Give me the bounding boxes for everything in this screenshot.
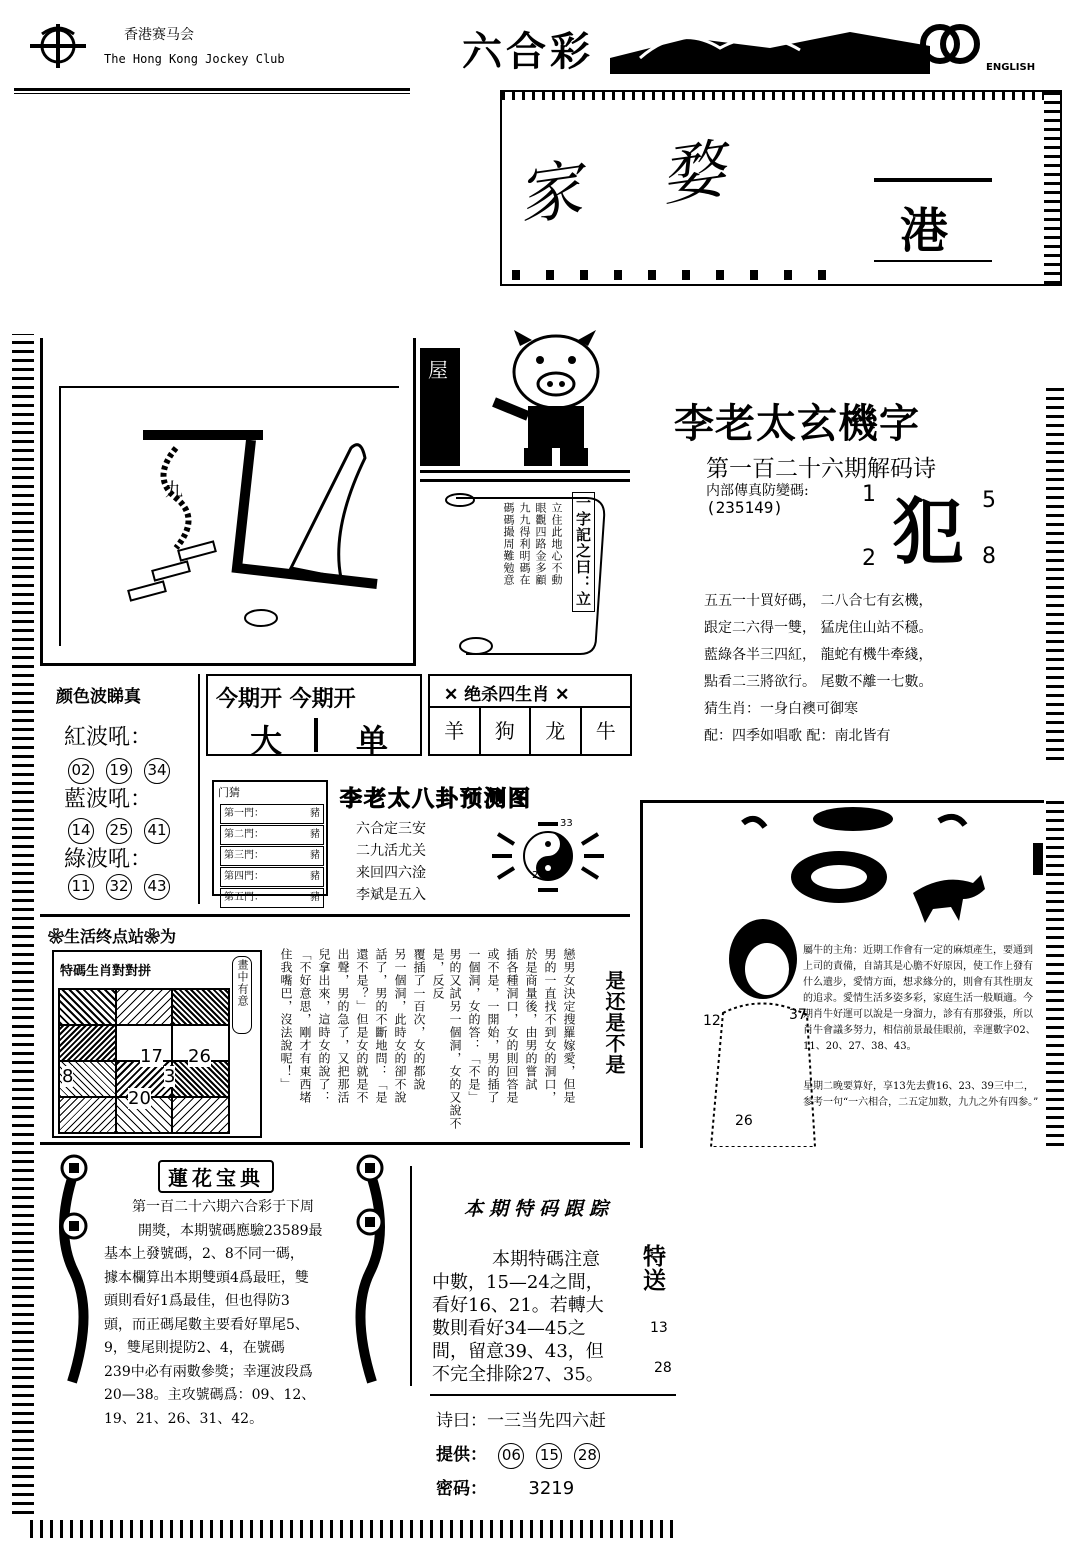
ox-text: 屬牛的主角：近期工作會有一定的麻煩產生，要通到上司的責備，自請其是心膽不好原因，使工作上發有什么遺步，愛情方面，想求緣分的，則會有其性朋友的追求。愛情生活多姿多彩，家庭生活一般順適。今期肖牛好運可以說是一身溜力，診有有那發張，所以肖牛會議多努力，相信前景最佳眼前，幸運數字02、11、20、27、38、43。 — [803, 945, 1036, 1052]
ball: 11 — [68, 874, 94, 900]
ball: 32 — [106, 874, 132, 900]
title-decoration — [610, 18, 930, 74]
puzzle-side-label: 屋 — [428, 358, 448, 382]
gate-row — [220, 825, 324, 845]
scroll-line: 九九得利明碼在 — [518, 502, 531, 586]
li-corner-num-2: 5 — [982, 488, 996, 513]
ball: 25 — [106, 818, 132, 844]
gates-box — [212, 780, 328, 903]
tracking-title: 本期特码跟踪 — [464, 1198, 615, 1220]
lotus-line: 頭則看好1爲最佳，但也得防3 — [104, 1293, 290, 1309]
kill-four-box — [428, 674, 632, 756]
special-grid-tag: 畫中有意 — [232, 956, 252, 1034]
color-wave-panel — [40, 674, 200, 904]
red-wave-nums — [62, 758, 176, 784]
li-big-char: 犯 — [892, 489, 965, 574]
li-guess: 猜生肖：一身白襖可御寒 — [704, 701, 858, 717]
coin-chain-icon — [54, 1152, 94, 1392]
tracking-line: 不完全排除27、35。 — [432, 1364, 604, 1385]
gate-row — [220, 867, 324, 887]
gate-label: 第五門： — [224, 892, 264, 903]
story-line: 兒拿出來，這時女的說了： — [317, 948, 331, 1104]
story-line: 「不好意思，剛才有東西堵 — [298, 948, 312, 1104]
grid-cell — [59, 1025, 116, 1061]
this-period-label: 今期开 今期开 — [216, 686, 356, 712]
kill-four-title-text: 绝杀四生肖 — [464, 685, 550, 705]
special-grid-box — [52, 950, 262, 1138]
lotus-right-rule — [410, 1166, 412, 1386]
scroll-line: 眼觀四路金多顧 — [534, 502, 547, 586]
kill-animal: 羊 — [430, 708, 481, 754]
story-box — [278, 948, 578, 1140]
lotus-line: 20—38。主攻號碼爲：09、12、 — [104, 1387, 316, 1403]
li-poem-line: 藍綠各半三四紅， 龍蛇有機牛牽綫， — [704, 647, 933, 663]
grid-num-4: 3 — [164, 1066, 176, 1087]
yin-yang-icon — [478, 814, 618, 898]
banner-calligraphy: 家 婺 — [512, 128, 760, 236]
ox-photo-num-2: 37 — [789, 1007, 807, 1023]
red-wave-label: 紅波吼： — [64, 725, 153, 750]
li-fax-code: (235149) — [706, 498, 784, 517]
page-right-border — [1046, 388, 1064, 760]
secret-label: 密码： — [436, 1479, 487, 1499]
puzzle-illustration — [61, 388, 401, 648]
gate-animal: 豬 — [310, 808, 320, 819]
ball: 34 — [144, 758, 170, 784]
puzzle-frame — [40, 338, 416, 666]
secret-code: 3219 — [528, 1478, 575, 1499]
story-line: 於是商量後，由男的嘗試 — [524, 948, 538, 1091]
story-line: 還不是？」但是女的就是不 — [355, 948, 369, 1104]
this-period-right: 单 — [356, 722, 389, 760]
bagua-num-2: 26 — [532, 870, 545, 881]
story-line: 一個洞，女的答：「不是」 — [467, 948, 481, 1104]
green-wave-nums — [62, 874, 176, 900]
ball: 19 — [106, 758, 132, 784]
pig-mascot-icon — [484, 330, 614, 472]
lottery-logo-icon — [918, 22, 982, 66]
pig-divider — [420, 470, 630, 482]
gate-animal: 豬 — [310, 871, 320, 882]
scroll-line: 立住此地心不動 — [550, 502, 563, 586]
tracking-line: 本期特碼注意 — [492, 1249, 600, 1270]
gate-label: 第三門： — [224, 850, 264, 861]
page-bottom-border — [30, 1520, 676, 1538]
gate-label: 第一門： — [224, 808, 264, 819]
story-line: 出聲，男的急了，又把那活 — [336, 948, 350, 1104]
mid-divider — [40, 914, 630, 917]
bagua-title: 李老太八卦预测图 — [340, 786, 533, 812]
story-bottom-rule — [40, 1142, 630, 1145]
english-link[interactable]: ENGLISH — [986, 62, 1036, 73]
ox-photo-num-3: 26 — [735, 1113, 753, 1129]
bagua-poem-line: 二九活尤关 — [356, 843, 426, 859]
gates-rows — [220, 804, 324, 908]
green-wave-label: 綠波吼： — [64, 847, 153, 872]
story-line: 覆插了一百次，女的都說 — [412, 948, 426, 1091]
story-line: 話了，男的不斷地問：「是 — [374, 948, 388, 1104]
ball: 28 — [574, 1443, 600, 1469]
li-poem — [704, 588, 932, 750]
this-period-box — [206, 674, 422, 760]
li-corner-num-3: 2 — [862, 546, 876, 571]
gate-row — [220, 888, 324, 908]
tracking-poem: 诗曰：一三当先四六赶 — [436, 1411, 606, 1431]
gate-label: 第四門： — [224, 871, 264, 882]
grid-cell — [172, 989, 229, 1025]
grid-cell — [59, 989, 116, 1025]
gate-row — [220, 804, 324, 824]
grid-num-2: 26 — [188, 1046, 211, 1067]
bagua-poem — [356, 818, 426, 906]
lotus-line: 9，雙尾則提防2、4，在號碼 — [104, 1340, 285, 1356]
puzzle-numeral: 九 — [165, 480, 183, 501]
scroll-title: 一字記之曰：立 — [572, 492, 595, 612]
story-line: 男的又試另一個洞，女的又說不是，反反 — [431, 948, 462, 1130]
tracking-line: 中數，15—24之間， — [432, 1272, 604, 1293]
li-poem-line: 點看二三將欲行。 尾數不離一七數。 — [704, 674, 933, 690]
lotus-line: 頭，而正碼尾數主要看好單尾5、 — [104, 1316, 309, 1333]
lotus-line: 第一百二十六期六合彩于下周 — [132, 1199, 314, 1215]
ball: 02 — [68, 758, 94, 784]
story-line: 戀男女決定搜羅嫁愛，但是 — [562, 948, 576, 1104]
puzzle-inner — [59, 386, 399, 646]
story-line: 插各種洞口，女的則回答是 — [505, 948, 519, 1104]
bagua-poem-line: 来回四六淦 — [356, 865, 426, 881]
lotus-text — [104, 1196, 366, 1431]
tracking-text — [432, 1248, 642, 1386]
grid-cell — [116, 989, 173, 1025]
ball: 41 — [144, 818, 170, 844]
coin-column — [54, 1152, 94, 1392]
provide-label: 提供： — [436, 1445, 487, 1465]
ox-panel — [640, 800, 1044, 1148]
tracking-side-num-1: 13 — [650, 1320, 668, 1336]
ox-photo-num-1: 12 — [703, 1013, 721, 1029]
grid-num-5: 20 — [128, 1088, 151, 1109]
li-panel-title: 李老太玄機字 — [674, 400, 920, 447]
special-grid-title: 特碼生肖對對拼 — [60, 964, 152, 979]
bagua-num-1: 33 — [560, 818, 573, 829]
this-period-left: 大 — [250, 722, 283, 760]
kill-four-title: ✕ 绝杀四生肖 ✕ — [444, 685, 570, 705]
banner-right-strip — [1044, 92, 1060, 284]
banner-dots — [512, 270, 842, 280]
flower-icon: ❀ — [48, 927, 65, 946]
grid-num-3: 8 — [62, 1066, 74, 1087]
gate-animal: 豬 — [310, 829, 320, 840]
gate-label: 第二門： — [224, 829, 264, 840]
grid-cell — [59, 1097, 116, 1133]
header-rule — [14, 88, 410, 94]
flower-icon: ❀ — [144, 927, 161, 946]
this-period-sep — [314, 718, 318, 752]
tracking-rule — [430, 1394, 676, 1396]
banner-badge — [874, 178, 992, 262]
gate-animal: 豬 — [310, 850, 320, 861]
tracking-provide — [436, 1440, 606, 1469]
tracking-secret — [436, 1474, 574, 1499]
grid-num-1: 17 — [140, 1046, 163, 1067]
color-wave-title: 颜色波睇真 — [56, 687, 141, 707]
banner-top-strip — [502, 92, 1060, 100]
blue-wave-label: 藍波吼： — [64, 787, 153, 812]
banner-big-char: 港 — [900, 203, 949, 259]
ball: 43 — [144, 874, 170, 900]
grid-cell — [172, 1097, 229, 1133]
page-left-border — [12, 334, 34, 1514]
club-name-cn: 香港赛马会 — [124, 27, 194, 43]
tracking-line: 數則看好34—45之 — [432, 1318, 586, 1339]
blue-wave-nums — [62, 818, 176, 844]
ball: 14 — [68, 818, 94, 844]
li-poem-line: 跟定二六得一雙， 猛虎住山站不穩。 — [704, 620, 933, 636]
lotus-line: 據本欄算出本期雙頭4爲最旺，雙 — [104, 1269, 309, 1286]
gate-row — [220, 846, 324, 866]
jockey-logo-icon — [28, 20, 88, 72]
li-corner-num-1: 1 — [862, 482, 876, 507]
story-line: 或不是，一開始，男的插了 — [486, 948, 500, 1104]
li-pair: 配：四季如唱歌 配：南北皆有 — [704, 728, 891, 744]
tracking-side-num-2: 28 — [654, 1360, 672, 1376]
story-line: 另一個洞，此時女的卻不說 — [393, 948, 407, 1104]
lotus-line: 開獎，本期號碼應驗23589最 — [138, 1222, 323, 1239]
ox-tip: 星期二晚要算好，享13先去費16、23、39三中二，参考一句“一六相合，二五定加数，九九之外有四参。” — [803, 1081, 1039, 1108]
kill-animal: 牛 — [595, 719, 616, 743]
kill-four-row — [430, 706, 630, 754]
scroll-frame — [436, 488, 626, 658]
gate-animal: 豬 — [310, 892, 320, 903]
life-stop-header — [48, 924, 176, 947]
kill-animal: 狗 — [481, 708, 532, 754]
life-stop-suffix: 为 — [160, 927, 177, 946]
club-name-en: The Hong Kong Jockey Club — [104, 52, 285, 66]
story-line: 住我嘴巴，沒法說呢！」 — [279, 948, 293, 1091]
lotus-title: 蓮花宝典 — [158, 1160, 274, 1193]
bagua-poem-line: 六合定三安 — [356, 821, 426, 837]
lotus-line: 19、21、26、31、42。 — [104, 1410, 264, 1427]
ball: 15 — [536, 1443, 562, 1469]
li-panel-period: 第一百二十六期解码诗 — [706, 456, 936, 482]
ball: 06 — [498, 1443, 524, 1469]
lotus-line: 基本上發號碼，2、8不同一碼， — [104, 1246, 304, 1262]
story-line: 男的一直找不到女的洞口， — [543, 948, 557, 1104]
story-side: 是还是不是 — [602, 970, 626, 1075]
tracking-line: 看好16、21。若轉大 — [432, 1295, 604, 1316]
gates-title: 门猜 — [218, 786, 240, 799]
tracking-line: 間，留意39、43，但 — [432, 1341, 604, 1362]
kill-animal: 龙 — [531, 708, 582, 754]
li-fax-label: 内部傳真防變碼: — [706, 483, 809, 499]
li-corner-num-4: 8 — [982, 544, 996, 569]
lotus-line: 239中必有兩數參獎；幸運波段爲 — [104, 1363, 313, 1380]
li-poem-line: 五五一十買好碼， 二八合七有玄機， — [704, 593, 933, 609]
bagua-poem-line: 李斌是五入 — [356, 887, 426, 903]
page-right-border-2 — [1046, 796, 1064, 1146]
life-stop-title: 生活终点站 — [64, 927, 145, 946]
banner-frame — [500, 90, 1062, 286]
scroll-line: 碼碼撮周難勉意 — [502, 502, 515, 586]
tracking-side: 特送 — [639, 1244, 666, 1292]
page-title: 六合彩 — [462, 28, 594, 75]
